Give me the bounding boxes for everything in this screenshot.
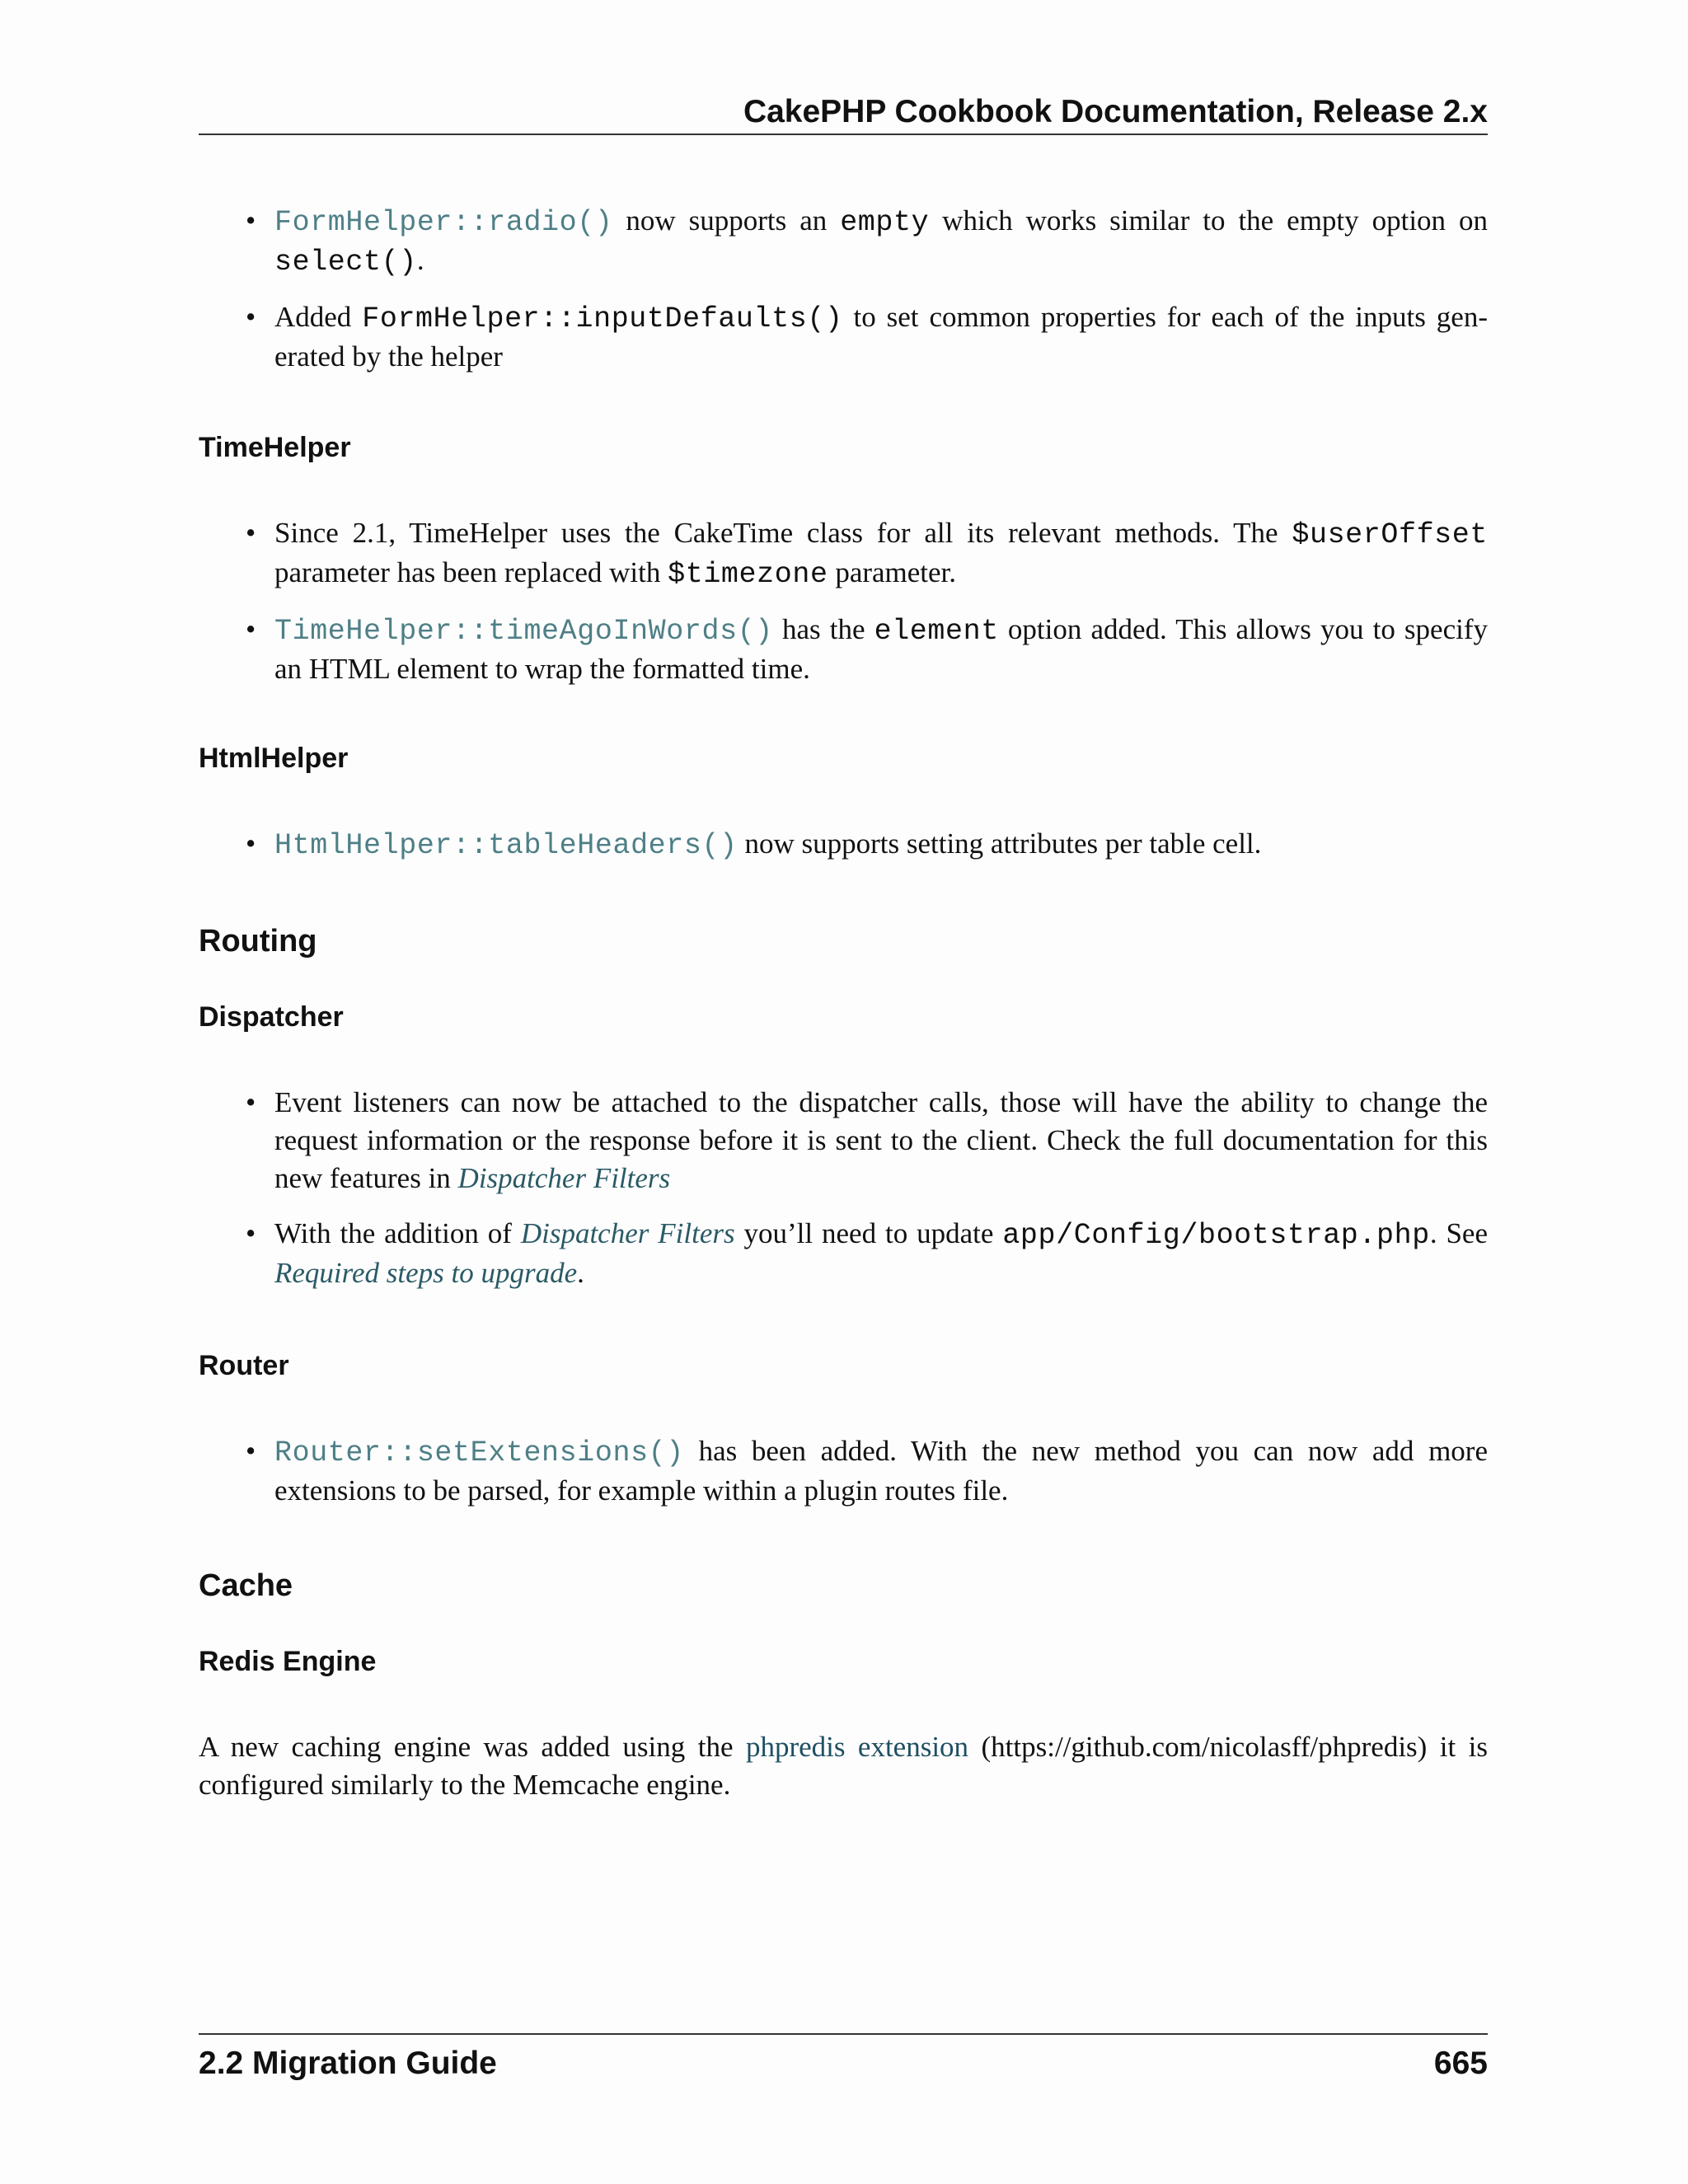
footer-rule xyxy=(199,2033,1488,2035)
api-link[interactable]: HtmlHelper::tableHeaders() xyxy=(274,829,738,862)
list-item: • With the addition of Dispatcher Filters you’ll need to update app/Config/bootstrap.php. See Required steps to upgrade. xyxy=(199,1215,1488,1292)
header-rule xyxy=(199,134,1488,135)
heading-redis-engine: Redis Engine xyxy=(199,1646,377,1677)
list-item: • HtmlHelper::tableHeaders() now supports setting attributes per table cell. xyxy=(199,825,1488,865)
api-link[interactable]: FormHelper::radio() xyxy=(274,206,613,239)
redis-paragraph-block xyxy=(199,1728,1488,1804)
time-helper-list xyxy=(199,514,1488,688)
redis-paragraph: A new caching engine was added using the phpredis extension (https://github.com/nicolasff/phpredis) it is configured similarly to the Memcache engine. xyxy=(199,1731,1488,1801)
inline-code: empty xyxy=(840,206,930,239)
page-number: 665 xyxy=(1433,2046,1488,2081)
inline-code: app/Config/bootstrap.php xyxy=(1002,1219,1430,1252)
phpredis-link[interactable]: phpredis extension xyxy=(745,1731,969,1763)
list-item: • Router::setExtensions() has been added. With the new method you can now add more extensions to be parsed, for example within a plugin routes file. xyxy=(199,1432,1488,1510)
footer-section-title: 2.2 Migration Guide xyxy=(199,2046,497,2081)
required-steps-link[interactable]: Required steps to upgrade xyxy=(274,1257,578,1289)
dispatcher-filters-link[interactable]: Dispatcher Filters xyxy=(457,1162,671,1194)
heading-htmlhelper: HtmlHelper xyxy=(199,743,349,774)
list-item: • FormHelper::radio() now supports an empty which works similar to the empty option on select(). xyxy=(199,202,1488,281)
dispatcher-list xyxy=(199,1084,1488,1292)
form-helper-list xyxy=(199,202,1488,376)
api-link[interactable]: Router::setExtensions() xyxy=(274,1436,684,1469)
heading-cache: Cache xyxy=(199,1568,293,1603)
heading-dispatcher: Dispatcher xyxy=(199,1001,344,1033)
list-item: • Added FormHelper::inputDefaults() to set common properties for each of the inputs gen-erated by the helper xyxy=(199,298,1488,376)
list-item: • Since 2.1, TimeHelper uses the CakeTime class for all its relevant methods. The $userOffset parameter has been replaced with $timezone parameter. xyxy=(199,514,1488,593)
router-list xyxy=(199,1432,1488,1510)
heading-timehelper: TimeHelper xyxy=(199,432,351,463)
api-link[interactable]: TimeHelper::timeAgoInWords() xyxy=(274,615,773,648)
inline-code: $userOffset xyxy=(1292,518,1488,551)
dispatcher-filters-link[interactable]: Dispatcher Filters xyxy=(520,1217,735,1249)
html-helper-list xyxy=(199,825,1488,865)
inline-code: FormHelper::inputDefaults() xyxy=(362,302,843,335)
heading-routing: Routing xyxy=(199,924,317,958)
running-header: CakePHP Cookbook Documentation, Release 2.x xyxy=(743,94,1488,129)
inline-code: select() xyxy=(274,246,417,279)
inline-code: element xyxy=(874,615,999,648)
inline-code: $timezone xyxy=(668,558,828,591)
list-item: • Event listeners can now be attached to the dispatcher calls, those will have the ability to change the request information or the response before it is sent to the client. Check the full documentation for this new features in Dispatcher Filters xyxy=(199,1084,1488,1197)
page-footer xyxy=(199,2041,1488,2087)
list-item: • TimeHelper::timeAgoInWords() has the element option added. This allows you to specify an HTML element to wrap the formatted time. xyxy=(199,611,1488,688)
heading-router: Router xyxy=(199,1350,289,1381)
